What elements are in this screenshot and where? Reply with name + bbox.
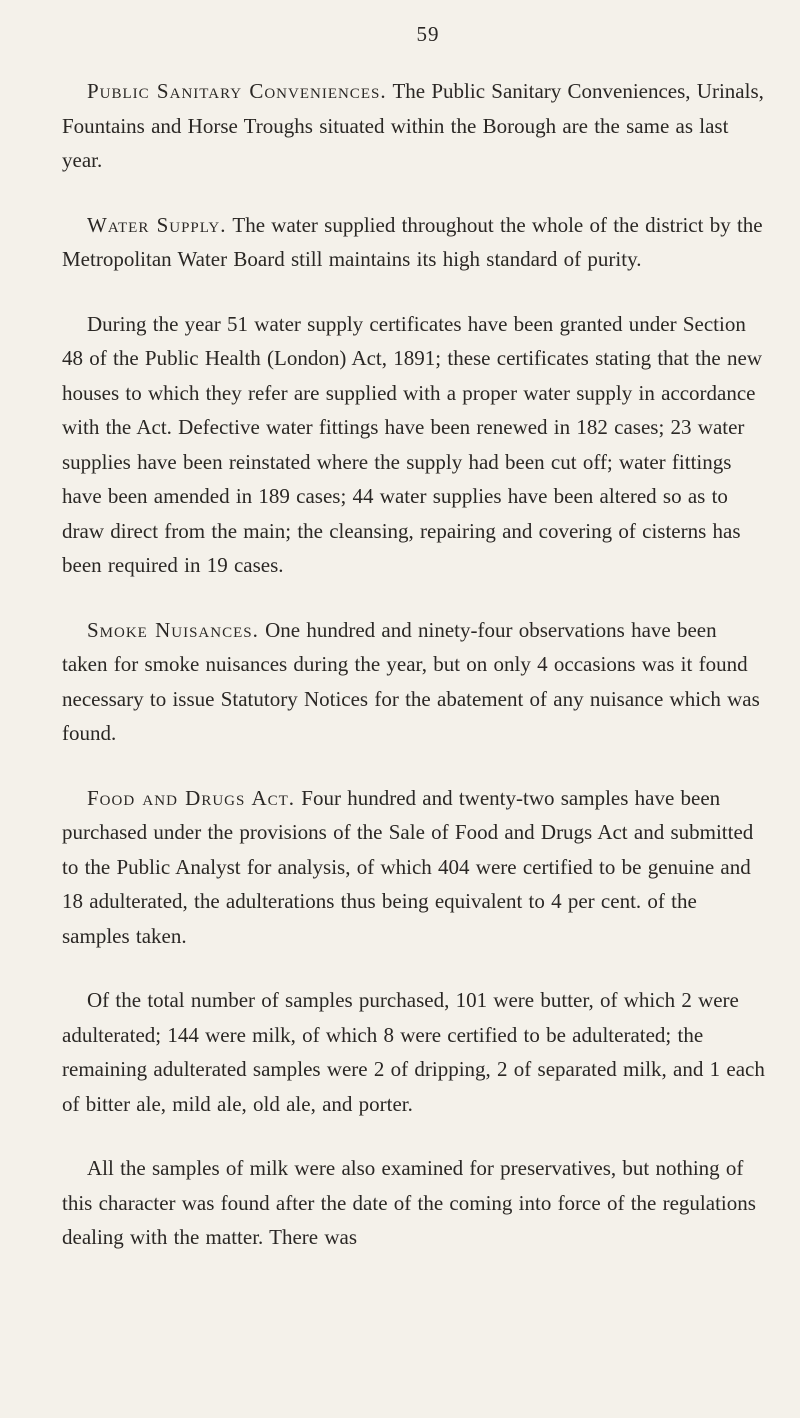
- paragraph-text: All the samples of milk were also examined for preservatives, but nothing of this character was found after the date of the coming into force of the regulations dealing with the matter. There was: [62, 1156, 756, 1249]
- paragraph-water-supply: [62, 208, 766, 277]
- section-heading-smoke-nuisances: Smoke Nuisances.: [87, 617, 259, 642]
- paragraph-text: Four hundred and twenty-two samples have been purchased under the provisions of the Sale of Food and Drugs Act and submitted to the Public Analyst for analysis, of which 404 were certified to be genuine and 18 adulterated, the adulterations thus being equivalent to 4 per cent. of the samples taken.: [62, 785, 754, 948]
- paragraph-text: Of the total number of samples purchased, 101 were butter, of which 2 were adulterated; 144 were milk, of which 8 were certified to be adulterated; the remaining adulterated samples were 2 of dripping, 2 of separated milk, and 1 each of bitter ale, mild ale, old ale, and porter.: [62, 988, 765, 1116]
- section-heading-public-sanitary-conveniences: Public Sanitary Conveniences.: [87, 79, 387, 103]
- paragraph-text: The water supplied throughout the whole of the district by the Metropolitan Water Board still maintains its high standard of purity.: [62, 212, 763, 271]
- paragraph-samples-purchased: [62, 983, 766, 1121]
- page-number: 59: [416, 22, 440, 46]
- paragraph-text: The Public Sanitary Conveniences, Urinals, Fountains and Horse Troughs situated within the Borough are the same as last year.: [62, 79, 764, 172]
- paragraph-water-certificates: [62, 307, 766, 583]
- paragraph-food-and-drugs-act: [62, 781, 766, 954]
- section-heading-water-supply: Water Supply.: [87, 212, 227, 237]
- paragraph-smoke-nuisances: [62, 613, 766, 751]
- paragraph-text: During the year 51 water supply certificates have been granted under Section 48 of the Public Health (London) Act, 1891; these certificates stating that the new houses to which they refer are supplied with a proper water supply in accordance with the Act. Defective water fittings have been renewed in 182 cases; 23 water supplies have been reinstated where the supply had been cut off; water fittings have been amended in 189 cases; 44 water supplies have been altered so as to draw direct from the main; the cleansing, repairing and covering of cisterns has been required in 19 cases.: [62, 311, 762, 577]
- section-heading-food-and-drugs-act: Food and Drugs Act.: [87, 785, 296, 810]
- paragraph-milk-preservatives: [62, 1151, 766, 1255]
- paragraph-text: One hundred and ninety-four observations have been taken for smoke nuisances during the year, but on only 4 occasions was it found necessary to issue Statutory Notices for the abatement of any nuisance which was found.: [62, 617, 760, 745]
- paragraph-public-sanitary-conveniences: [62, 74, 766, 178]
